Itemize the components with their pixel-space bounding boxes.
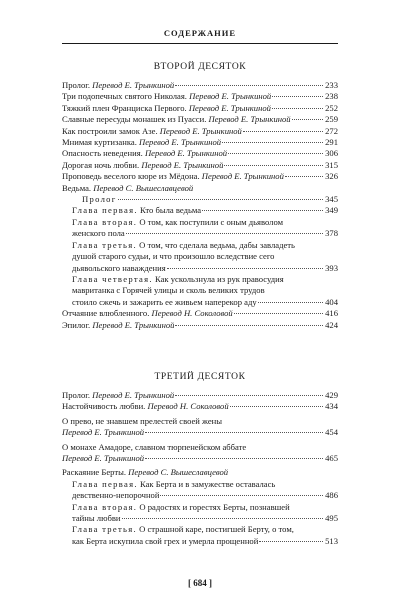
toc-subentry-line: Глава первая. Как Берта и в замужестве оставалась — [72, 478, 276, 489]
toc-entry: Тяжкий плен Франциска Первого. Перевод Е. Трынкиной 252 — [62, 102, 338, 113]
toc-subentry-line: Глава третья. О том, что сделала ведьма, дабы завладеть — [72, 239, 295, 250]
toc-entry: Отчаяние влюбленного. Перевод Н. Соколовой 416 — [62, 308, 338, 319]
toc-entry: Дорогая ночь любви. Перевод Е. Трынкиной 315 — [62, 159, 338, 170]
toc-entry: Славные пересуды монашек из Пуасси. Перевод Е. Трынкиной 259 — [62, 114, 338, 125]
section-title-third: ТРЕТИЙ ДЕСЯТОК — [154, 372, 246, 382]
toc-subentry-line: мавританка с Горячей улицы и сколь великих трудов — [72, 285, 265, 296]
toc-subentry-line: Глава третья. О страшной каре, постигшей Берту, о том, — [72, 524, 294, 535]
toc-subentry: Глава первая. Кто была ведьма 349 — [72, 205, 338, 216]
toc-entry-vedma: Ведьма. Перевод С. Вышеславцевой — [62, 182, 194, 193]
toc-entry: Пролог. Перевод Е. Трынкиной 429 — [62, 390, 338, 400]
toc-entry: Эпилог. Перевод Е. Трынкиной 424 — [62, 319, 338, 330]
toc-entry: Проповедь веселого кюре из Мёдона. Перевод Е. Трынкиной 326 — [62, 171, 338, 182]
toc-subentry: стоило сжечь и зажарить ее живьем наперекор аду 404 — [72, 296, 338, 307]
toc-entry: Перевод Е. Трынкиной 454 — [62, 427, 338, 438]
toc-subentry: женского пола 378 — [72, 228, 338, 239]
toc-subentry-line: Глава вторая. О том, как поступили с оным дьяволом — [72, 216, 284, 227]
toc-subentry-line: Глава четвертая. Как ускользнула из рук правосудия — [72, 273, 284, 284]
toc-entry: Перевод Е. Трынкиной 465 — [62, 453, 338, 464]
toc-entry-line: О прево, не знавшем прелестей своей жены — [62, 415, 223, 426]
toc-entry: Настойчивость любви. Перевод Н. Соколовой 434 — [62, 401, 338, 412]
toc-entry: Мнимая куртизанка. Перевод Е. Трынкиной 291 — [62, 137, 338, 148]
toc-subentry: как Берта искупила свой грех и умерла прощенной 513 — [72, 535, 338, 546]
toc-third — [62, 390, 338, 547]
toc-entry-berta: Раскаяние Берты. Перевод С. Вышеславцевой — [62, 467, 229, 478]
toc-entry: Пролог. Перевод Е. Трынкиной 233 — [62, 80, 338, 90]
toc-subentry: дьявольского наваждения 393 — [72, 262, 338, 273]
toc-subentry: тайны любви 495 — [72, 513, 338, 524]
toc-entry: Три подопечных святого Николая. Перевод Е. Трынкиной 238 — [62, 91, 338, 102]
toc-subentry-line: Глава вторая. О радостях и горестях Берты, познавшей — [72, 501, 290, 512]
page-number: [ 684 ] — [188, 578, 212, 588]
toc-subentry: девственно-непорочной 486 — [72, 490, 338, 501]
toc-entry: Как построили замок Азе. Перевод Е. Трынкиной 272 — [62, 125, 338, 136]
page-header: СОДЕРЖАНИЕ — [163, 28, 237, 38]
header-rule — [62, 43, 338, 44]
toc-subentry-line: душой старого судьи, и что произошло вследствие сего — [72, 251, 275, 262]
toc-entry-line: О монахе Амадоре, славном тюрпенейском аббате — [62, 441, 247, 452]
toc-entry: Опасность неведения. Перевод Е. Трынкиной 306 — [62, 148, 338, 159]
section-title-second: ВТОРОЙ ДЕСЯТОК — [153, 62, 247, 72]
toc-second — [62, 80, 338, 331]
toc-subentry: Пролог 345 — [82, 194, 338, 205]
